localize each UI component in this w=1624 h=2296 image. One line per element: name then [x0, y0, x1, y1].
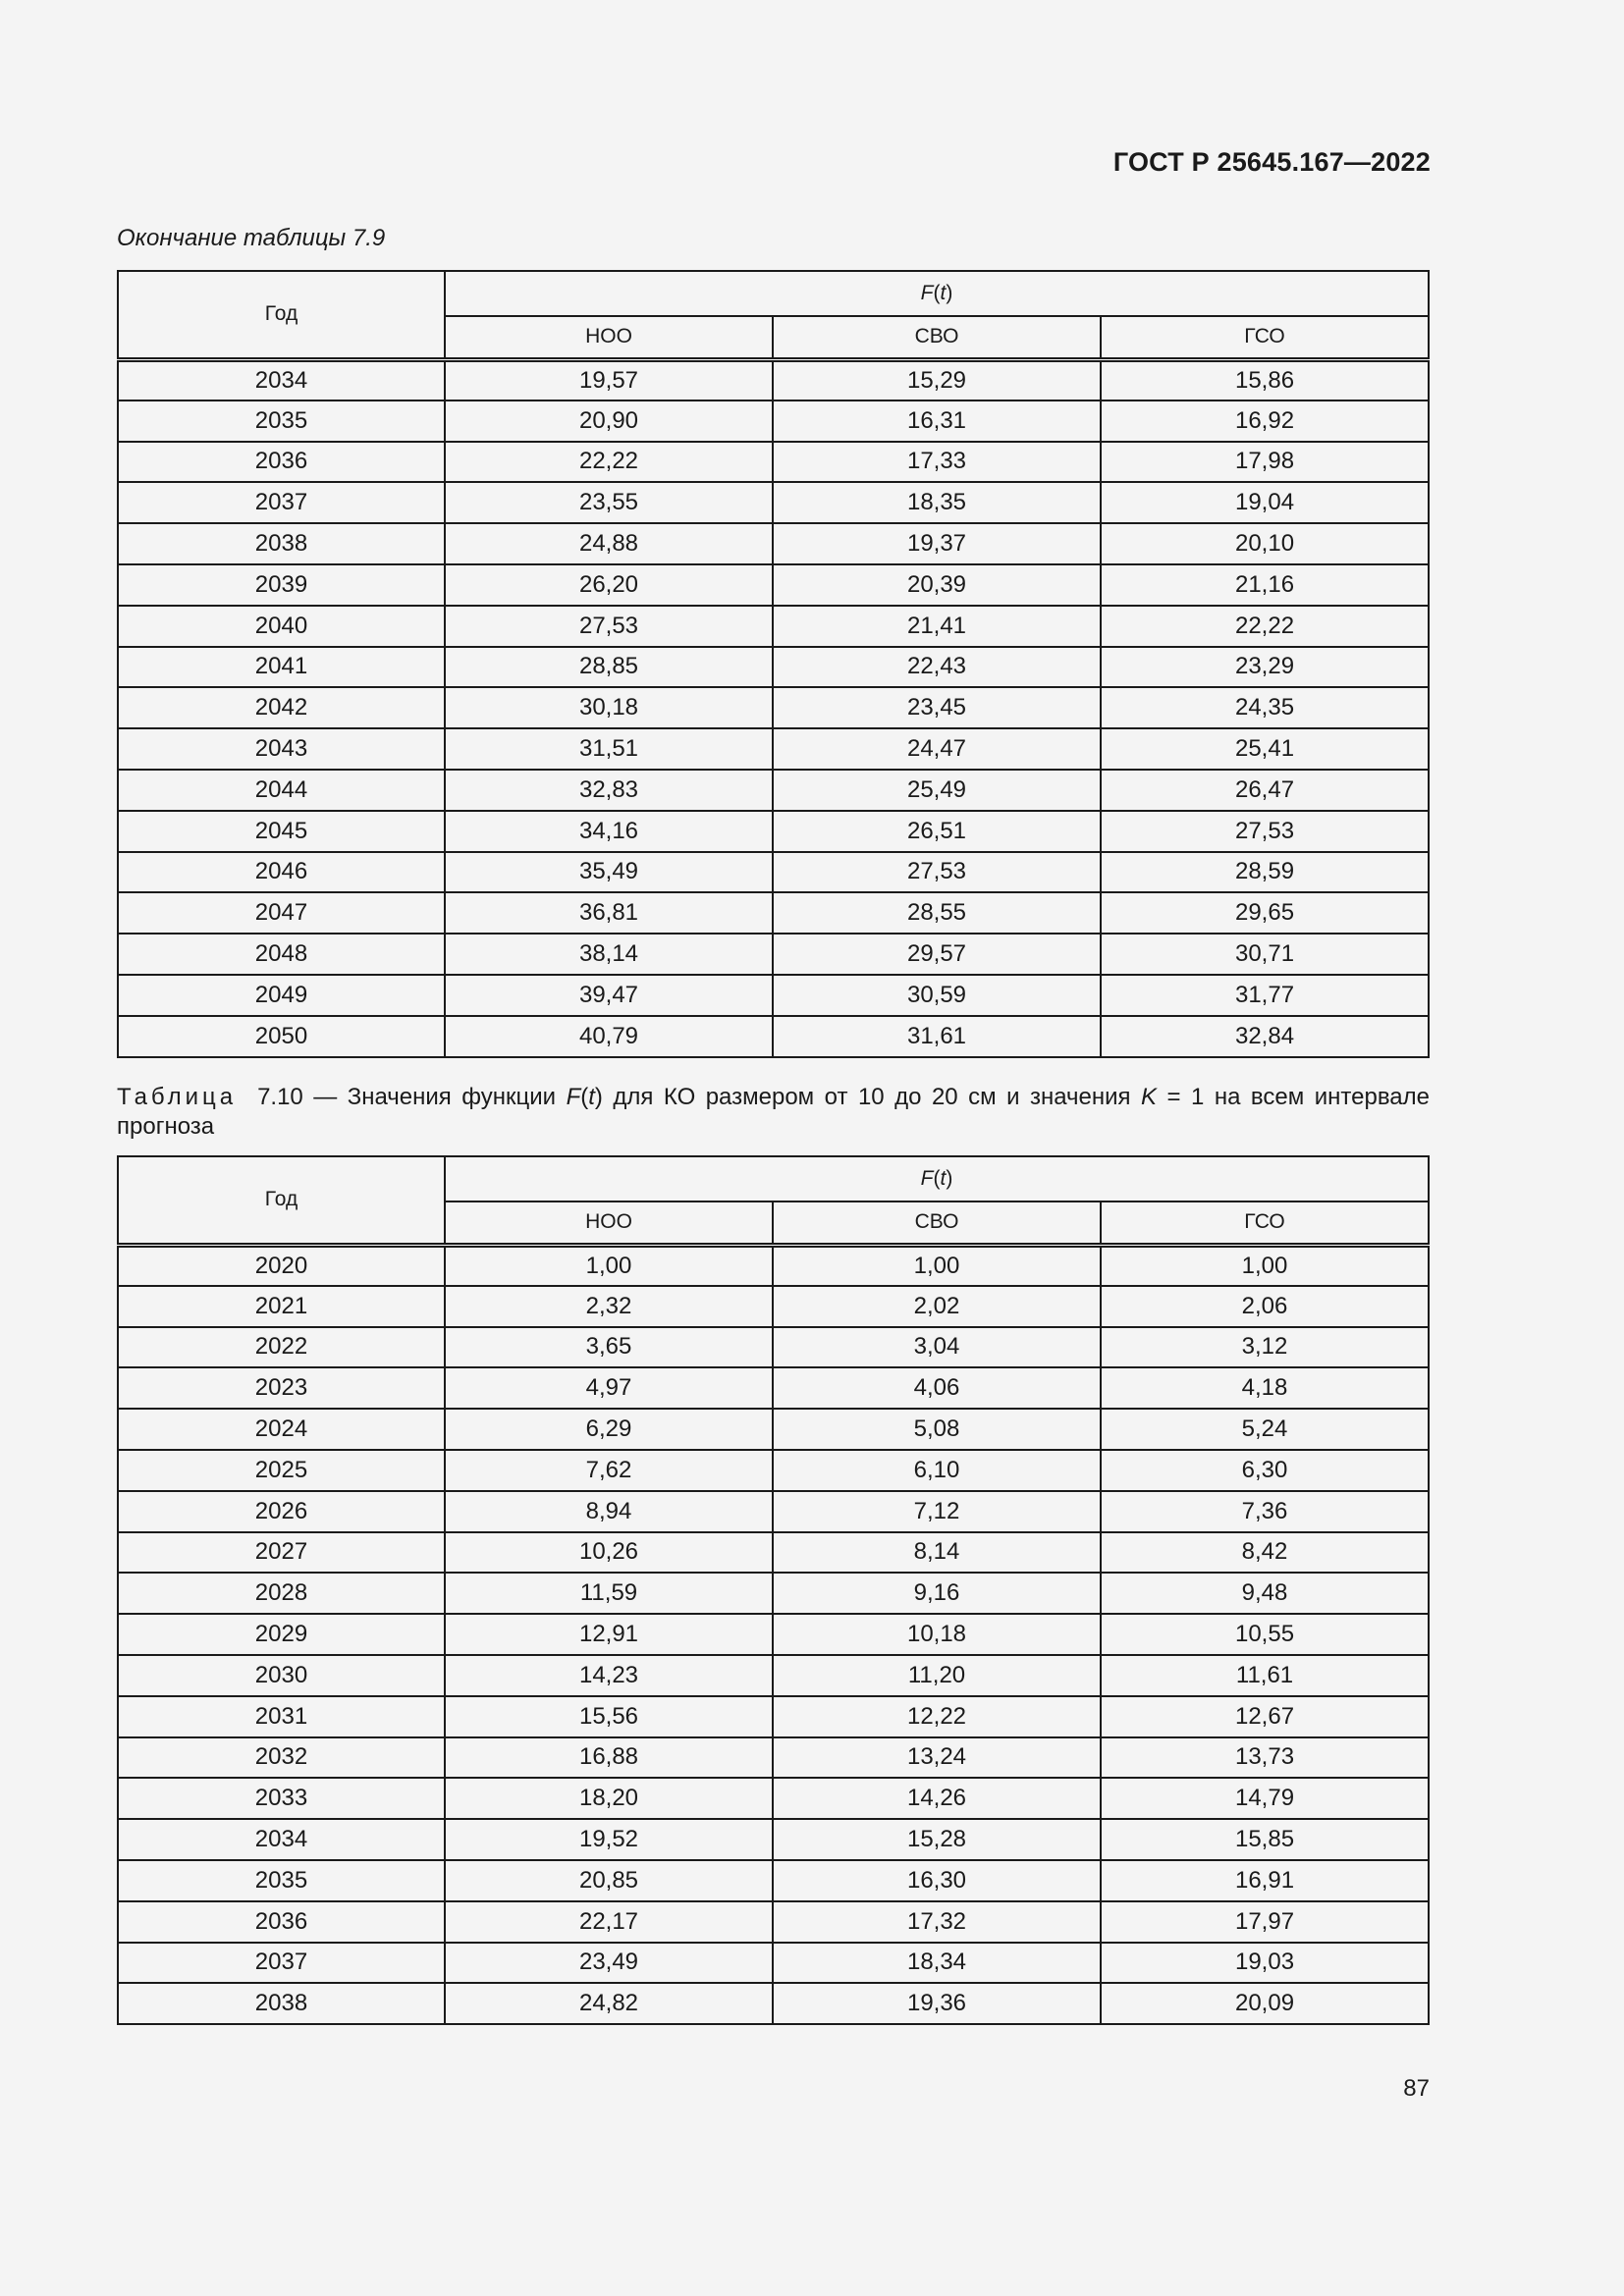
table-7-9 [117, 270, 1430, 1058]
year-cell: 2042 [118, 687, 445, 728]
value-cell: 25,41 [1101, 728, 1429, 770]
value-cell: 3,65 [445, 1327, 773, 1368]
value-cell: 2,02 [773, 1286, 1101, 1327]
value-cell: 40,79 [445, 1016, 773, 1057]
year-cell: 2036 [118, 1901, 445, 1943]
value-cell: 27,53 [445, 606, 773, 647]
value-cell: 27,53 [773, 852, 1101, 893]
value-cell: 16,92 [1101, 400, 1429, 442]
value-cell: 28,85 [445, 647, 773, 688]
table-row [118, 606, 1429, 647]
value-cell: 7,36 [1101, 1491, 1429, 1532]
value-cell: 24,82 [445, 1983, 773, 2024]
table-7-10 [117, 1155, 1430, 2025]
table-7-9-body [118, 359, 1429, 1057]
value-cell: 27,53 [1101, 811, 1429, 852]
table-row [118, 1532, 1429, 1574]
value-cell: 3,04 [773, 1327, 1101, 1368]
table-row [118, 482, 1429, 523]
page-number: 87 [1403, 2075, 1430, 2102]
year-cell: 2038 [118, 1983, 445, 2024]
orbit-column-header: НОО [445, 1201, 773, 1245]
value-cell: 20,85 [445, 1860, 773, 1901]
year-cell: 2027 [118, 1532, 445, 1574]
value-cell: 26,20 [445, 564, 773, 606]
value-cell: 16,88 [445, 1737, 773, 1779]
year-cell: 2047 [118, 892, 445, 934]
year-cell: 2029 [118, 1614, 445, 1655]
value-cell: 18,35 [773, 482, 1101, 523]
table-row [118, 1655, 1429, 1696]
table-row [118, 852, 1429, 893]
value-cell: 21,16 [1101, 564, 1429, 606]
value-cell: 9,16 [773, 1573, 1101, 1614]
year-cell: 2021 [118, 1286, 445, 1327]
table-row [118, 1245, 1429, 1286]
table-row [118, 1491, 1429, 1532]
table-row [118, 1450, 1429, 1491]
table-row [118, 1819, 1429, 1860]
value-cell: 14,79 [1101, 1778, 1429, 1819]
value-cell: 36,81 [445, 892, 773, 934]
table-7-10-caption: Таблица 7.10 — Значения функции F(t) для КО размером от 10 до 20 см и значения K = 1 на всем интервале прогноза [117, 1084, 1430, 1140]
value-cell: 22,22 [1101, 606, 1429, 647]
orbit-column-header: ГСО [1101, 1201, 1429, 1245]
table-row [118, 1409, 1429, 1450]
year-cell: 2050 [118, 1016, 445, 1057]
value-cell: 17,97 [1101, 1901, 1429, 1943]
value-cell: 38,14 [445, 934, 773, 975]
value-cell: 15,29 [773, 359, 1101, 400]
table-row [118, 359, 1429, 400]
table-row [118, 975, 1429, 1016]
value-cell: 1,00 [773, 1245, 1101, 1286]
value-cell: 12,67 [1101, 1696, 1429, 1737]
year-cell: 2030 [118, 1655, 445, 1696]
year-cell: 2034 [118, 359, 445, 400]
year-cell: 2037 [118, 1943, 445, 1984]
year-cell: 2031 [118, 1696, 445, 1737]
value-cell: 10,55 [1101, 1614, 1429, 1655]
value-cell: 26,51 [773, 811, 1101, 852]
value-cell: 19,57 [445, 359, 773, 400]
value-cell: 6,30 [1101, 1450, 1429, 1491]
table-row [118, 564, 1429, 606]
value-cell: 15,56 [445, 1696, 773, 1737]
value-cell: 5,24 [1101, 1409, 1429, 1450]
table-row [118, 892, 1429, 934]
value-cell: 15,85 [1101, 1819, 1429, 1860]
value-cell: 28,59 [1101, 852, 1429, 893]
value-cell: 11,20 [773, 1655, 1101, 1696]
table-row [118, 442, 1429, 483]
orbit-column-header: СВО [773, 1201, 1101, 1245]
value-cell: 22,22 [445, 442, 773, 483]
function-column-header: F(t) [445, 271, 1429, 316]
year-cell: 2046 [118, 852, 445, 893]
year-cell: 2041 [118, 647, 445, 688]
value-cell: 25,49 [773, 770, 1101, 811]
table-row [118, 1016, 1429, 1057]
document-code: ГОСТ Р 25645.167—2022 [1112, 147, 1431, 177]
value-cell: 39,47 [445, 975, 773, 1016]
value-cell: 4,06 [773, 1367, 1101, 1409]
value-cell: 15,28 [773, 1819, 1101, 1860]
year-cell: 2040 [118, 606, 445, 647]
year-cell: 2038 [118, 523, 445, 564]
year-cell: 2037 [118, 482, 445, 523]
value-cell: 19,36 [773, 1983, 1101, 2024]
table-row [118, 770, 1429, 811]
value-cell: 30,71 [1101, 934, 1429, 975]
value-cell: 13,24 [773, 1737, 1101, 1779]
value-cell: 20,39 [773, 564, 1101, 606]
value-cell: 6,10 [773, 1450, 1101, 1491]
value-cell: 22,17 [445, 1901, 773, 1943]
table-row [118, 1778, 1429, 1819]
value-cell: 10,18 [773, 1614, 1101, 1655]
orbit-column-header: НОО [445, 316, 773, 359]
table-row [118, 728, 1429, 770]
value-cell: 30,18 [445, 687, 773, 728]
value-cell: 35,49 [445, 852, 773, 893]
value-cell: 17,98 [1101, 442, 1429, 483]
value-cell: 32,83 [445, 770, 773, 811]
year-cell: 2025 [118, 1450, 445, 1491]
year-cell: 2020 [118, 1245, 445, 1286]
year-cell: 2024 [118, 1409, 445, 1450]
year-cell: 2048 [118, 934, 445, 975]
value-cell: 11,61 [1101, 1655, 1429, 1696]
value-cell: 31,77 [1101, 975, 1429, 1016]
value-cell: 10,26 [445, 1532, 773, 1574]
table-row [118, 523, 1429, 564]
value-cell: 22,43 [773, 647, 1101, 688]
value-cell: 34,16 [445, 811, 773, 852]
value-cell: 8,94 [445, 1491, 773, 1532]
value-cell: 19,52 [445, 1819, 773, 1860]
year-cell: 2035 [118, 400, 445, 442]
value-cell: 15,86 [1101, 359, 1429, 400]
year-column-header: Год [118, 271, 445, 359]
value-cell: 26,47 [1101, 770, 1429, 811]
value-cell: 29,57 [773, 934, 1101, 975]
table-7-10-body [118, 1245, 1429, 2024]
table-row [118, 1286, 1429, 1327]
year-cell: 2026 [118, 1491, 445, 1532]
value-cell: 21,41 [773, 606, 1101, 647]
year-cell: 2044 [118, 770, 445, 811]
value-cell: 13,73 [1101, 1737, 1429, 1779]
table-row [118, 1367, 1429, 1409]
year-cell: 2028 [118, 1573, 445, 1614]
value-cell: 1,00 [445, 1245, 773, 1286]
value-cell: 23,55 [445, 482, 773, 523]
value-cell: 31,51 [445, 728, 773, 770]
value-cell: 32,84 [1101, 1016, 1429, 1057]
value-cell: 24,35 [1101, 687, 1429, 728]
value-cell: 19,03 [1101, 1943, 1429, 1984]
value-cell: 2,32 [445, 1286, 773, 1327]
value-cell: 20,10 [1101, 523, 1429, 564]
value-cell: 24,88 [445, 523, 773, 564]
table-row [118, 687, 1429, 728]
value-cell: 18,20 [445, 1778, 773, 1819]
table-row [118, 1983, 1429, 2024]
value-cell: 7,62 [445, 1450, 773, 1491]
year-cell: 2034 [118, 1819, 445, 1860]
table-row [118, 811, 1429, 852]
table-row [118, 1327, 1429, 1368]
table-row [118, 1573, 1429, 1614]
value-cell: 30,59 [773, 975, 1101, 1016]
table-row [118, 1943, 1429, 1984]
year-cell: 2023 [118, 1367, 445, 1409]
table-row [118, 1614, 1429, 1655]
value-cell: 18,34 [773, 1943, 1101, 1984]
table-row [118, 1860, 1429, 1901]
year-cell: 2043 [118, 728, 445, 770]
value-cell: 3,12 [1101, 1327, 1429, 1368]
year-column-header: Год [118, 1156, 445, 1245]
table-row [118, 934, 1429, 975]
value-cell: 7,12 [773, 1491, 1101, 1532]
value-cell: 23,29 [1101, 647, 1429, 688]
value-cell: 23,45 [773, 687, 1101, 728]
value-cell: 16,91 [1101, 1860, 1429, 1901]
value-cell: 31,61 [773, 1016, 1101, 1057]
year-cell: 2033 [118, 1778, 445, 1819]
orbit-column-header: ГСО [1101, 316, 1429, 359]
year-cell: 2049 [118, 975, 445, 1016]
value-cell: 28,55 [773, 892, 1101, 934]
value-cell: 9,48 [1101, 1573, 1429, 1614]
year-cell: 2039 [118, 564, 445, 606]
value-cell: 17,32 [773, 1901, 1101, 1943]
year-cell: 2045 [118, 811, 445, 852]
value-cell: 11,59 [445, 1573, 773, 1614]
value-cell: 2,06 [1101, 1286, 1429, 1327]
table-row [118, 1737, 1429, 1779]
value-cell: 20,90 [445, 400, 773, 442]
value-cell: 8,42 [1101, 1532, 1429, 1574]
value-cell: 23,49 [445, 1943, 773, 1984]
year-cell: 2032 [118, 1737, 445, 1779]
value-cell: 8,14 [773, 1532, 1101, 1574]
value-cell: 17,33 [773, 442, 1101, 483]
value-cell: 16,30 [773, 1860, 1101, 1901]
value-cell: 24,47 [773, 728, 1101, 770]
orbit-column-header: СВО [773, 316, 1101, 359]
function-column-header: F(t) [445, 1156, 1429, 1201]
value-cell: 12,22 [773, 1696, 1101, 1737]
year-cell: 2036 [118, 442, 445, 483]
year-cell: 2022 [118, 1327, 445, 1368]
value-cell: 1,00 [1101, 1245, 1429, 1286]
table-row [118, 400, 1429, 442]
table-row [118, 1901, 1429, 1943]
value-cell: 6,29 [445, 1409, 773, 1450]
value-cell: 4,18 [1101, 1367, 1429, 1409]
value-cell: 19,04 [1101, 482, 1429, 523]
table-row [118, 647, 1429, 688]
value-cell: 29,65 [1101, 892, 1429, 934]
value-cell: 16,31 [773, 400, 1101, 442]
value-cell: 19,37 [773, 523, 1101, 564]
value-cell: 5,08 [773, 1409, 1101, 1450]
value-cell: 14,26 [773, 1778, 1101, 1819]
year-cell: 2035 [118, 1860, 445, 1901]
value-cell: 4,97 [445, 1367, 773, 1409]
value-cell: 20,09 [1101, 1983, 1429, 2024]
table-row [118, 1696, 1429, 1737]
value-cell: 12,91 [445, 1614, 773, 1655]
value-cell: 14,23 [445, 1655, 773, 1696]
table-7-9-continuation-caption: Окончание таблицы 7.9 [117, 225, 386, 251]
